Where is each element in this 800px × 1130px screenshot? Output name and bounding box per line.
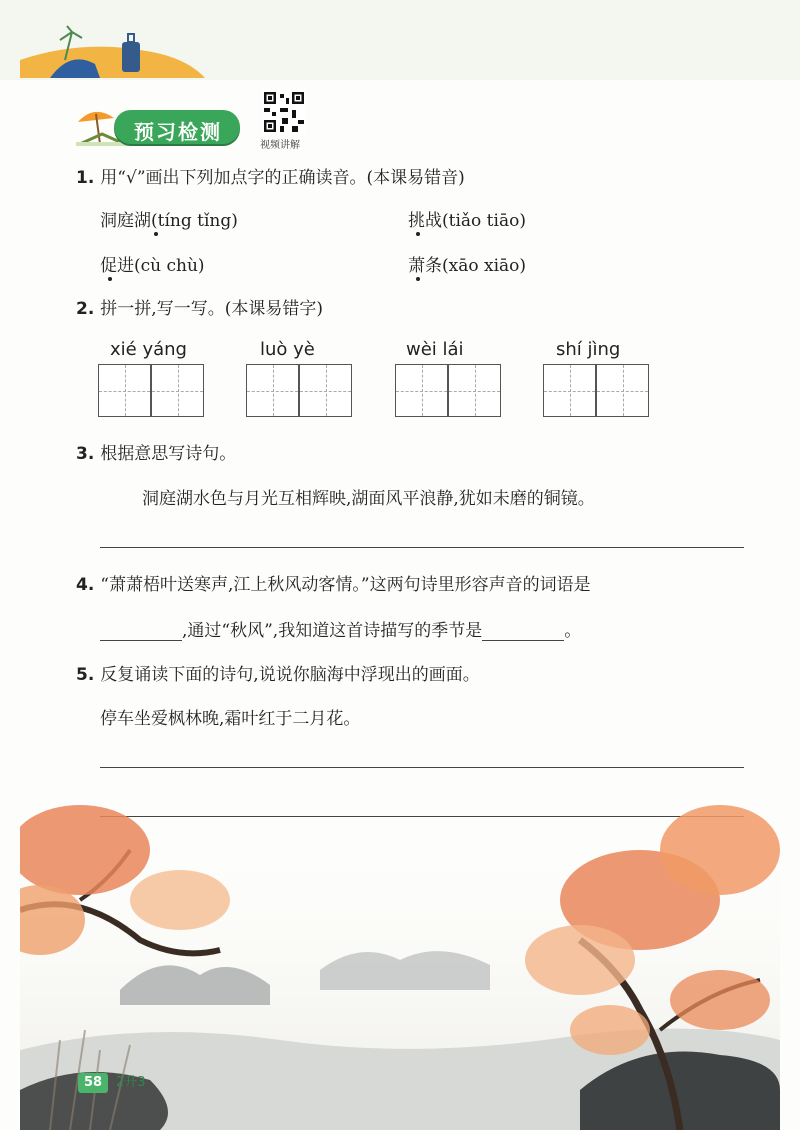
writing-grid-box[interactable] xyxy=(448,364,501,417)
pinyin-group-1: xié yáng xyxy=(110,339,187,360)
q1-item-4: 萧条(xāo xiāo) xyxy=(408,256,527,276)
q1-item-2: 挑战(tiǎo tiāo) xyxy=(408,211,526,231)
question-2 xyxy=(76,294,323,319)
emphasis-dot xyxy=(416,232,420,236)
question-text-line-1: “萧萧梧叶送寒声,江上秋风动客情。”这两句诗里形容声音的词语是 xyxy=(100,575,591,595)
writing-grid-box[interactable] xyxy=(151,364,204,417)
q1-item-3: 促进(cù chù) xyxy=(100,256,205,276)
pinyin-group-2: luò yè xyxy=(260,339,315,360)
question-5 xyxy=(76,660,480,685)
qr-code-icon[interactable] xyxy=(262,90,306,134)
answer-line[interactable] xyxy=(100,547,744,548)
question-prompt: 根据意思写诗句。 xyxy=(100,444,237,464)
question-3 xyxy=(76,439,236,464)
question-4-line-2 xyxy=(100,616,581,641)
poem-line: 停车坐爱枫林晚,霜叶红于二月花。 xyxy=(100,709,361,729)
emphasis-dot xyxy=(416,277,420,281)
writing-grid-box[interactable] xyxy=(596,364,649,417)
qr-caption: 视频讲解 xyxy=(260,140,300,151)
question-text-line-2: ,通过“秋风”,我知道这首诗描写的季节是 xyxy=(182,621,483,641)
pinyin-group-4: shí jìng xyxy=(556,339,621,360)
section-title: 预习检测 xyxy=(134,120,222,144)
question-number: 3. xyxy=(76,444,95,464)
question-number: 5. xyxy=(76,665,95,685)
poem-meaning: 洞庭湖水色与月光互相辉映,湖面风平浪静,犹如未磨的铜镜。 xyxy=(142,489,595,509)
question-number: 1. xyxy=(76,168,95,188)
grade-label: 2升3 xyxy=(116,1075,146,1090)
writing-grid-box[interactable] xyxy=(543,364,596,417)
pinyin-group-3: wèi lái xyxy=(406,339,464,360)
question-prompt: 用“√”画出下列加点字的正确读音。(本课易错音) xyxy=(100,168,465,188)
answer-line[interactable] xyxy=(100,767,744,768)
question-prompt: 拼一拼,写一写。(本课易错字) xyxy=(100,299,323,319)
question-number: 2. xyxy=(76,299,95,319)
travel-banner-illustration xyxy=(20,20,205,78)
writing-grid-box[interactable] xyxy=(299,364,352,417)
answer-blank-sound-word[interactable] xyxy=(100,622,182,641)
emphasis-dot xyxy=(108,277,112,281)
question-1 xyxy=(76,163,465,188)
question-prompt: 反复诵读下面的诗句,说说你脑海中浮现出的画面。 xyxy=(100,665,480,685)
answer-blank-season[interactable] xyxy=(482,622,564,641)
writing-grid-box[interactable] xyxy=(395,364,448,417)
writing-grid-box[interactable] xyxy=(98,364,151,417)
page-number-badge: 58 xyxy=(78,1073,108,1093)
q1-item-1: 洞庭湖(tíng tǐng) xyxy=(100,211,238,231)
question-4 xyxy=(76,570,591,595)
question-number: 4. xyxy=(76,575,95,595)
writing-grid-box[interactable] xyxy=(246,364,299,417)
emphasis-dot xyxy=(154,232,158,236)
section-header xyxy=(72,104,242,148)
question-text-line-2-end: 。 xyxy=(564,621,582,641)
